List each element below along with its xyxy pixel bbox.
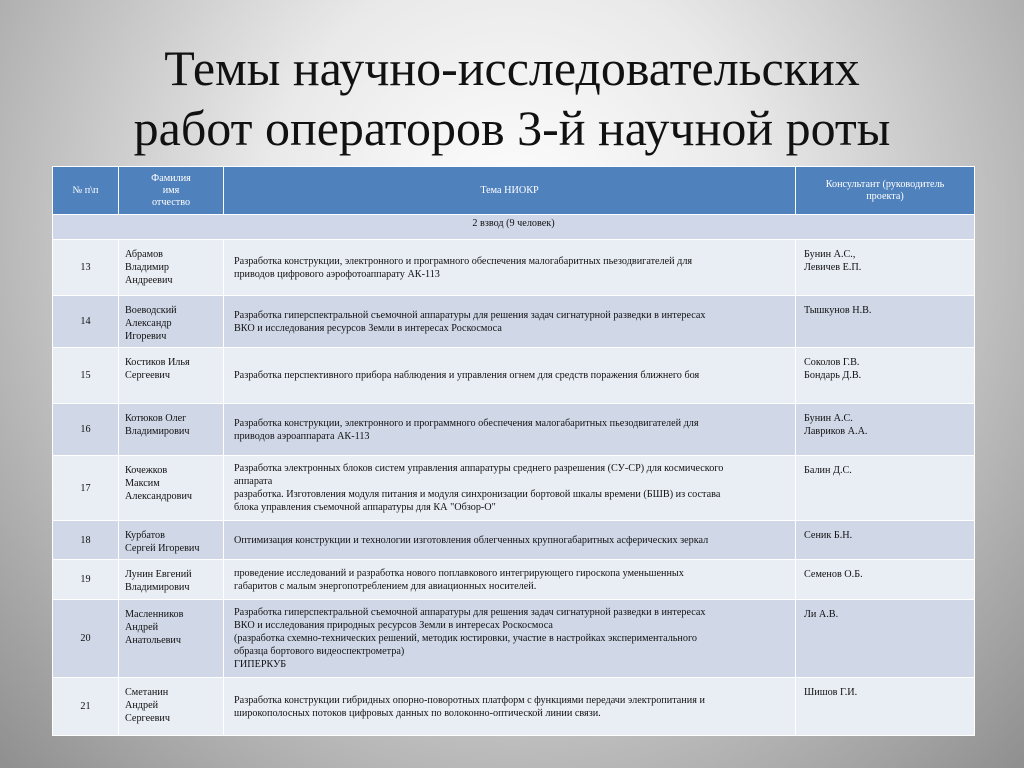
title-line-1: Темы научно-исследовательских	[164, 40, 860, 96]
row-consultant: Соколов Г.В. Бондарь Д.В.	[796, 348, 975, 404]
row-name: Масленников Андрей Анатольевич	[119, 600, 224, 678]
table-row	[53, 560, 975, 600]
row-consultant: Балин Д.С.	[796, 456, 975, 521]
header-consultant: Консультант (руководитель проекта)	[796, 167, 975, 215]
row-num: 16	[53, 404, 119, 456]
table-row	[53, 348, 975, 404]
row-num: 19	[53, 560, 119, 600]
research-topics-table-wrap	[52, 166, 974, 736]
row-name: Сметанин Андрей Сергеевич	[119, 678, 224, 736]
table-row	[53, 678, 975, 736]
row-consultant: Сеник Б.Н.	[796, 521, 975, 560]
row-name: Костиков Илья Сергеевич	[119, 348, 224, 404]
table-header-row	[53, 167, 975, 215]
row-topic: Разработка конструкции гибридных опорно-поворотных платформ с функциями передачи электропитания и широкополосных потоков цифровых данных по волоконно-оптической линии связи.	[224, 678, 796, 736]
row-name: Котюков Олег Владимирович	[119, 404, 224, 456]
row-num: 14	[53, 296, 119, 348]
table-row	[53, 240, 975, 296]
row-consultant: Семенов О.Б.	[796, 560, 975, 600]
row-num: 17	[53, 456, 119, 521]
table-row	[53, 404, 975, 456]
row-name: Воеводский Александр Игоревич	[119, 296, 224, 348]
row-topic: Разработка конструкции, электронного и программного обеспечения малогабаритных пьезодвигателей для приводов аэроаппарата АК-113	[224, 404, 796, 456]
row-name: Кочежков Максим Александрович	[119, 456, 224, 521]
row-name: Абрамов Владимир Андреевич	[119, 240, 224, 296]
row-topic: проведение исследований и разработка нового поплавкового интегрирующего гироскопа уменьшенных габаритов с малым энергопотреблением для авиационных носителей.	[224, 560, 796, 600]
table-row	[53, 600, 975, 678]
row-consultant: Тышкунов Н.В.	[796, 296, 975, 348]
row-name: Лунин Евгений Владимирович	[119, 560, 224, 600]
row-consultant: Бунин А.С., Левичев Е.П.	[796, 240, 975, 296]
group-label: 2 взвод (9 человек)	[53, 215, 975, 240]
row-topic: Разработка электронных блоков систем управления аппаратуры среднего разрешения (СУ-СР) для космического аппарата разработка. Изготовления модуля питания и модуля синхронизации бортовой шкалы времени (БШВ) из состава блока управления съемочной аппаратуры для КА "Обзор-О"	[224, 456, 796, 521]
row-consultant: Ли А.В.	[796, 600, 975, 678]
row-consultant: Бунин А.С. Лавриков А.А.	[796, 404, 975, 456]
header-name: Фамилия имя отчество	[119, 167, 224, 215]
row-name: Курбатов Сергей Игоревич	[119, 521, 224, 560]
table-row	[53, 521, 975, 560]
row-topic: Оптимизация конструкции и технологии изготовления облегченных крупногабаритных асферических зеркал	[224, 521, 796, 560]
research-topics-table	[52, 166, 975, 736]
table-row	[53, 456, 975, 521]
row-topic: Разработка гиперспектральной съемочной аппаратуры для решения задач сигнатурной разведки в интересах ВКО и исследования природных ресурсов Земли в интересах Роскосмоса (разработка схемно-технических решений, методик юстировки, участие в настройках экспериментального образца бортового видеоспектрометра) ГИПЕРКУБ	[224, 600, 796, 678]
row-num: 20	[53, 600, 119, 678]
row-num: 21	[53, 678, 119, 736]
table-row	[53, 296, 975, 348]
row-topic: Разработка конструкции, электронного и програмного обеспечения малогабаритных пьезодвигателей для приводов цифрового аэрофотоаппарату АК-113	[224, 240, 796, 296]
title-line-2: работ операторов 3-й научной роты	[133, 100, 891, 156]
row-num: 18	[53, 521, 119, 560]
row-num: 13	[53, 240, 119, 296]
row-num: 15	[53, 348, 119, 404]
row-topic: Разработка перспективного прибора наблюдения и управления огнем для средств поражения ближнего боя	[224, 348, 796, 404]
group-row	[53, 215, 975, 240]
page-title	[0, 38, 1024, 158]
row-topic: Разработка гиперспектральной съемочной аппаратуры для решения задач сигнатурной разведки в интересах ВКО и исследования ресурсов Земли в интересах Роскосмоса	[224, 296, 796, 348]
row-consultant: Шишов Г.И.	[796, 678, 975, 736]
header-topic: Тема НИОКР	[224, 167, 796, 215]
header-num: № п\п	[53, 167, 119, 215]
